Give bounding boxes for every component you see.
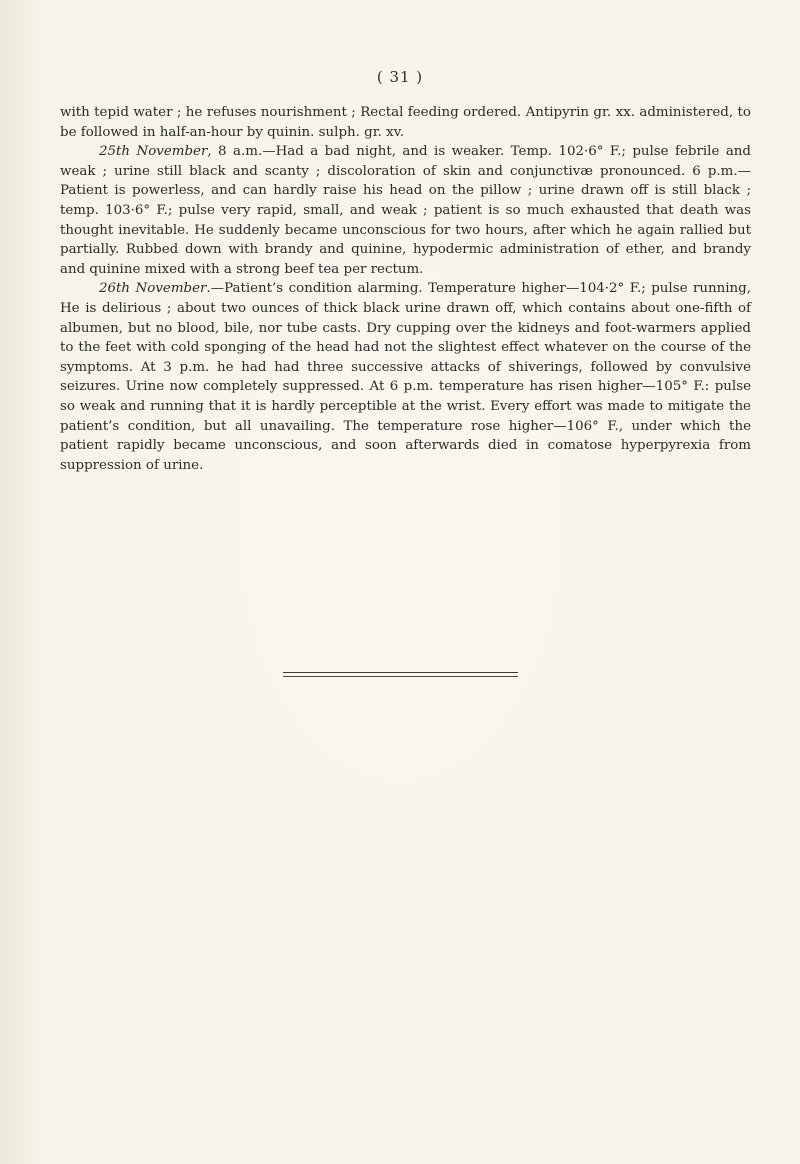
paragraph-continuation [60, 103, 751, 142]
page-number: ( 31 ) [376, 68, 424, 86]
paragraph-text: .—Patient’s condition alarming. Temperature higher—104·2° F.; pulse running, He is delirious ; about two ounces of thick black urine drawn off, which contains about one-fifth of albumen, but no blood, bile, nor tube casts. Dry cupping over the kidneys and foot-warmers applied to the feet with cold sponging of the head had not the slightest effect whatever on the course of the symptoms. At 3 p.m. he had had three successive attacks of shiverings, followed by convulsive seizures. Urine now completely suppressed. At 6 p.m. temperature has risen higher—105° F.: pulse so weak and running that it is hardly perceptible at the wrist. Every effort was made to mitigate the patient’s condition, but all unavailing. The temperature rose higher—106° F., under which the patient rapidly became unconscious, and soon afterwards died in comatose hyperpyrexia from suppression of urine. [60, 281, 752, 473]
body-text [60, 103, 751, 475]
paragraph-26th-november [60, 279, 751, 475]
section-divider-thick [283, 672, 518, 673]
paragraph-25th-november [60, 142, 751, 279]
paragraph-date: 25th November [99, 144, 208, 160]
paragraph-text: with tepid water ; he refuses nourishment ; Rectal feeding ordered. Antipyrin gr. xx. administered, to be followed in half-an-hour by quinin. sulph. gr. xv. [60, 105, 751, 140]
paragraph-date: 26th November [99, 281, 207, 297]
paragraph-text: , 8 a.m.—Had a bad night, and is weaker. Temp. 102·6° F.; pulse febrile and weak ; urine still black and scanty ; discoloration of skin and conjunctivæ pronounced. 6 p.m.—Patient is powerless, and can hardly raise his head on the pillow ; urine drawn off is still black ; temp. 103·6° F.; pulse very rapid, small, and weak ; patient is so much exhausted that death was thought inevitable. He suddenly became unconscious for two hours, after which he again rallied but partially. Rubbed down with brandy and quinine, hypodermic administration of ether, and brandy and quinine mixed with a strong beef tea per rectum. [60, 144, 752, 277]
section-divider-thin [283, 676, 518, 677]
